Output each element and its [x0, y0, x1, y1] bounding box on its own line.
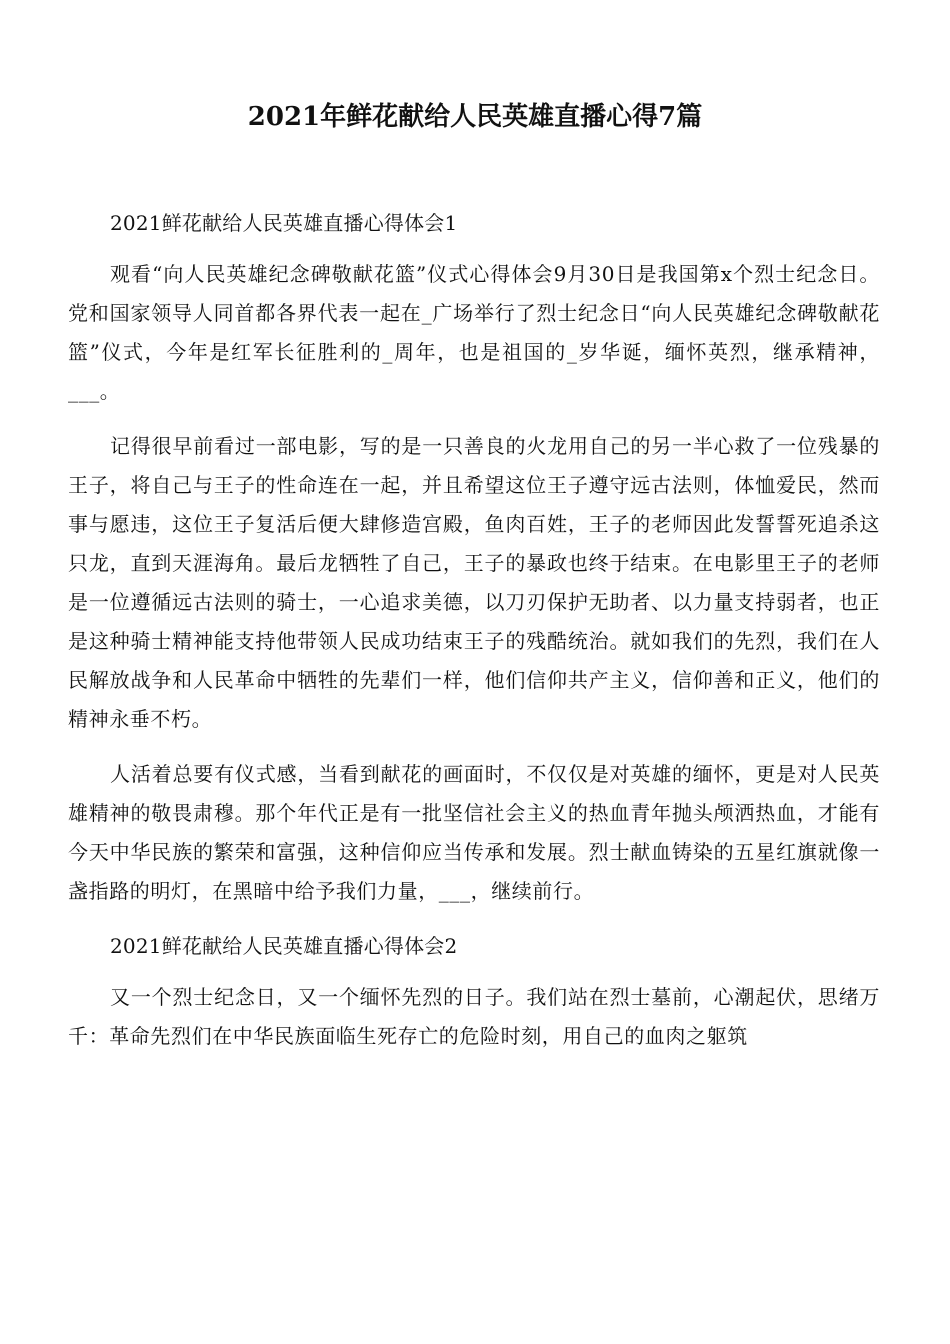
- document-title: 2021年鲜花献给人民英雄直播心得7篇: [247, 102, 703, 132]
- section-heading-1: 2021鲜花献给人民英雄直播心得体会1: [110, 211, 458, 235]
- paragraph-2: 记得很早前看过一部电影，写的是一只善良的火龙用自己的另一半心救了一位残暴的王子，将自己与王子的性命连在一起，并且希望这位王子遵守远古法则，体恤爱民，然而事与愿违，这位王子复活后便大肆修造宫殿，鱼肉百姓，王子的老师因此发誓誓死追杀这只龙，直到天涯海角。最后龙牺牲了自己，王子的暴政也终于结束。在电影里王子的老师是一位遵循远古法则的骑士，一心追求美德，以刀刃保护无助者、以力量支持弱者，也正是这种骑士精神能支持他带领人民成功结束王子的残酷统治。就如我们的先烈，我们在人民解放战争和人民革命中牺牲的先辈们一样，他们信仰共产主义，信仰善和正义，他们的精神永垂不朽。: [68, 434, 880, 731]
- paragraph-1: 观看“向人民英雄纪念碑敬献花篮”仪式心得体会9月30日是我国第x个烈士纪念日。党和国家领导人同首都各界代表一起在_广场举行了烈士纪念日“向人民英雄纪念碑敬献花篮”仪式，今年是红军长征胜利的_周年，也是祖国的_岁华诞，缅怀英烈，继承精神，___。: [68, 262, 880, 403]
- paragraph-4: 又一个烈士纪念日，又一个缅怀先烈的日子。我们站在烈士墓前，心潮起伏，思绪万千：革命先烈们在中华民族面临生死存亡的危险时刻，用自己的血肉之躯筑: [68, 985, 880, 1048]
- document-body: [68, 204, 880, 1072]
- paragraph-3: 人活着总要有仪式感，当看到献花的画面时，不仅仅是对英雄的缅怀，更是对人民英雄精神的敬畏肃穆。那个年代正是有一批坚信社会主义的热血青年抛头颅洒热血，才能有今天中华民族的繁荣和富强，这种信仰应当传承和发展。烈士献血铸染的五星红旗就像一盏指路的明灯，在黑暗中给予我们力量，___，继续前行。: [68, 762, 880, 903]
- section-heading-2: 2021鲜花献给人民英雄直播心得体会2: [110, 934, 458, 958]
